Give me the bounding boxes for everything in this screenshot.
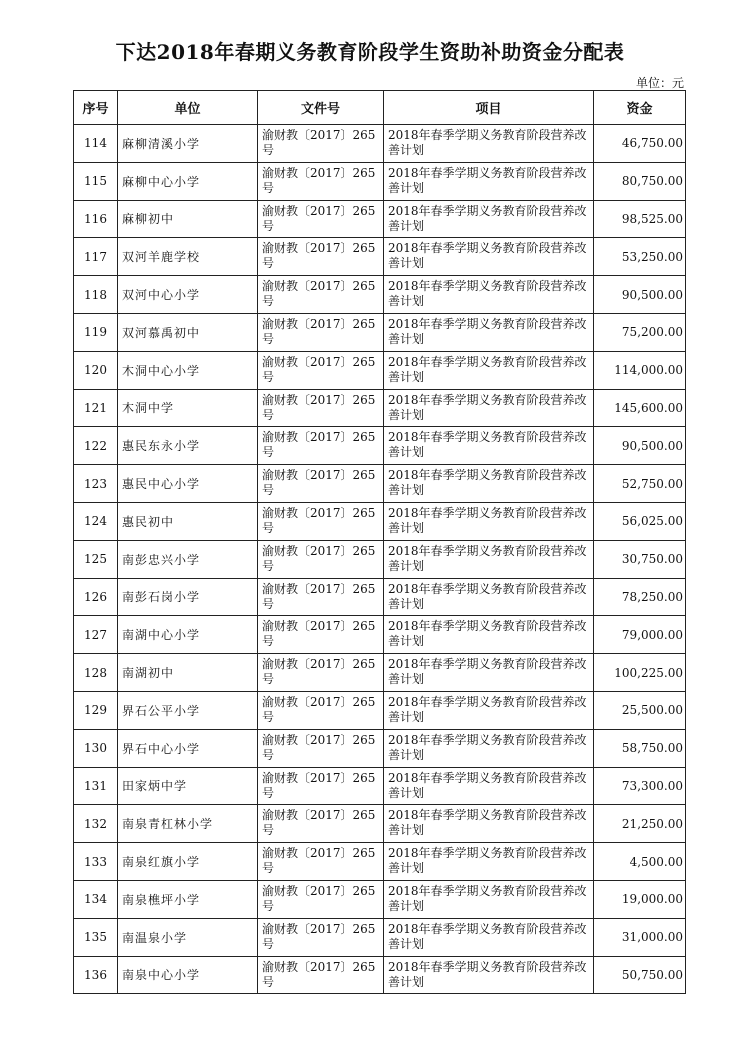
table-row — [74, 162, 686, 200]
row-seq: 122 — [74, 427, 118, 465]
row-unit: 南泉中心小学 — [118, 956, 258, 994]
row-unit: 惠民初中 — [118, 502, 258, 540]
row-unit: 木洞中心小学 — [118, 351, 258, 389]
header-doc: 文件号 — [258, 91, 384, 125]
table-body — [74, 125, 686, 994]
row-amount: 21,250.00 — [594, 805, 686, 843]
row-doc: 渝财教〔2017〕265号 — [258, 502, 384, 540]
row-project: 2018年春季学期义务教育阶段营养改善计划 — [384, 465, 594, 503]
table-header-row — [74, 91, 686, 125]
row-unit: 南彭石岗小学 — [118, 578, 258, 616]
table-row — [74, 616, 686, 654]
row-amount: 56,025.00 — [594, 502, 686, 540]
row-amount: 30,750.00 — [594, 540, 686, 578]
table-row — [74, 654, 686, 692]
row-project: 2018年春季学期义务教育阶段营养改善计划 — [384, 313, 594, 351]
row-project: 2018年春季学期义务教育阶段营养改善计划 — [384, 616, 594, 654]
table-row — [74, 125, 686, 163]
row-project: 2018年春季学期义务教育阶段营养改善计划 — [384, 767, 594, 805]
row-doc: 渝财教〔2017〕265号 — [258, 540, 384, 578]
row-unit: 惠民中心小学 — [118, 465, 258, 503]
row-unit: 南泉红旗小学 — [118, 843, 258, 881]
row-seq: 134 — [74, 880, 118, 918]
table-row — [74, 351, 686, 389]
table-row — [74, 427, 686, 465]
row-seq: 121 — [74, 389, 118, 427]
row-project: 2018年春季学期义务教育阶段营养改善计划 — [384, 351, 594, 389]
row-unit: 木洞中学 — [118, 389, 258, 427]
row-doc: 渝财教〔2017〕265号 — [258, 918, 384, 956]
table-row — [74, 843, 686, 881]
table-row — [74, 200, 686, 238]
table-row — [74, 767, 686, 805]
row-seq: 123 — [74, 465, 118, 503]
row-amount: 75,200.00 — [594, 313, 686, 351]
row-unit: 南泉青杠林小学 — [118, 805, 258, 843]
row-seq: 116 — [74, 200, 118, 238]
row-doc: 渝财教〔2017〕265号 — [258, 465, 384, 503]
unit-label: 单位：元 — [635, 76, 684, 90]
row-project: 2018年春季学期义务教育阶段营养改善计划 — [384, 691, 594, 729]
row-amount: 98,525.00 — [594, 200, 686, 238]
table-row — [74, 238, 686, 276]
header-seq: 序号 — [74, 91, 118, 125]
row-unit: 麻柳初中 — [118, 200, 258, 238]
table-row — [74, 918, 686, 956]
table-row — [74, 276, 686, 314]
row-doc: 渝财教〔2017〕265号 — [258, 351, 384, 389]
row-doc: 渝财教〔2017〕265号 — [258, 313, 384, 351]
row-seq: 127 — [74, 616, 118, 654]
table-row — [74, 805, 686, 843]
row-unit: 南湖初中 — [118, 654, 258, 692]
row-amount: 90,500.00 — [594, 427, 686, 465]
row-project: 2018年春季学期义务教育阶段营养改善计划 — [384, 389, 594, 427]
row-doc: 渝财教〔2017〕265号 — [258, 427, 384, 465]
header-unit: 单位 — [118, 91, 258, 125]
row-amount: 31,000.00 — [594, 918, 686, 956]
row-project: 2018年春季学期义务教育阶段营养改善计划 — [384, 654, 594, 692]
row-unit: 双河中心小学 — [118, 276, 258, 314]
table-row — [74, 540, 686, 578]
row-seq: 128 — [74, 654, 118, 692]
row-amount: 25,500.00 — [594, 691, 686, 729]
row-seq: 115 — [74, 162, 118, 200]
row-project: 2018年春季学期义务教育阶段营养改善计划 — [384, 276, 594, 314]
row-amount: 79,000.00 — [594, 616, 686, 654]
row-seq: 124 — [74, 502, 118, 540]
row-seq: 126 — [74, 578, 118, 616]
row-unit: 南温泉小学 — [118, 918, 258, 956]
row-seq: 125 — [74, 540, 118, 578]
row-project: 2018年春季学期义务教育阶段营养改善计划 — [384, 956, 594, 994]
row-doc: 渝财教〔2017〕265号 — [258, 956, 384, 994]
row-unit: 惠民东永小学 — [118, 427, 258, 465]
row-seq: 131 — [74, 767, 118, 805]
row-amount: 80,750.00 — [594, 162, 686, 200]
row-doc: 渝财教〔2017〕265号 — [258, 843, 384, 881]
row-doc: 渝财教〔2017〕265号 — [258, 200, 384, 238]
row-seq: 135 — [74, 918, 118, 956]
table-row — [74, 729, 686, 767]
row-doc: 渝财教〔2017〕265号 — [258, 578, 384, 616]
row-doc: 渝财教〔2017〕265号 — [258, 654, 384, 692]
row-project: 2018年春季学期义务教育阶段营养改善计划 — [384, 880, 594, 918]
row-doc: 渝财教〔2017〕265号 — [258, 162, 384, 200]
row-project: 2018年春季学期义务教育阶段营养改善计划 — [384, 729, 594, 767]
row-seq: 114 — [74, 125, 118, 163]
row-project: 2018年春季学期义务教育阶段营养改善计划 — [384, 540, 594, 578]
table-row — [74, 502, 686, 540]
row-seq: 119 — [74, 313, 118, 351]
row-doc: 渝财教〔2017〕265号 — [258, 691, 384, 729]
row-project: 2018年春季学期义务教育阶段营养改善计划 — [384, 238, 594, 276]
row-seq: 133 — [74, 843, 118, 881]
row-doc: 渝财教〔2017〕265号 — [258, 729, 384, 767]
row-project: 2018年春季学期义务教育阶段营养改善计划 — [384, 125, 594, 163]
row-amount: 90,500.00 — [594, 276, 686, 314]
table-row — [74, 956, 686, 994]
row-amount: 52,750.00 — [594, 465, 686, 503]
row-doc: 渝财教〔2017〕265号 — [258, 616, 384, 654]
row-amount: 78,250.00 — [594, 578, 686, 616]
row-seq: 118 — [74, 276, 118, 314]
row-doc: 渝财教〔2017〕265号 — [258, 276, 384, 314]
row-unit: 南湖中心小学 — [118, 616, 258, 654]
row-project: 2018年春季学期义务教育阶段营养改善计划 — [384, 843, 594, 881]
row-amount: 145,600.00 — [594, 389, 686, 427]
row-unit: 田家炳中学 — [118, 767, 258, 805]
row-amount: 53,250.00 — [594, 238, 686, 276]
row-seq: 120 — [74, 351, 118, 389]
row-project: 2018年春季学期义务教育阶段营养改善计划 — [384, 578, 594, 616]
row-doc: 渝财教〔2017〕265号 — [258, 767, 384, 805]
row-amount: 100,225.00 — [594, 654, 686, 692]
row-doc: 渝财教〔2017〕265号 — [258, 238, 384, 276]
row-amount: 73,300.00 — [594, 767, 686, 805]
row-project: 2018年春季学期义务教育阶段营养改善计划 — [384, 502, 594, 540]
row-doc: 渝财教〔2017〕265号 — [258, 125, 384, 163]
row-unit: 双河羊鹿学校 — [118, 238, 258, 276]
row-project: 2018年春季学期义务教育阶段营养改善计划 — [384, 918, 594, 956]
row-amount: 4,500.00 — [594, 843, 686, 881]
row-seq: 117 — [74, 238, 118, 276]
row-amount: 58,750.00 — [594, 729, 686, 767]
row-amount: 50,750.00 — [594, 956, 686, 994]
row-unit: 南彭忠兴小学 — [118, 540, 258, 578]
row-unit: 界石公平小学 — [118, 691, 258, 729]
row-unit: 麻柳中心小学 — [118, 162, 258, 200]
header-project: 项目 — [384, 91, 594, 125]
table-row — [74, 389, 686, 427]
row-project: 2018年春季学期义务教育阶段营养改善计划 — [384, 805, 594, 843]
row-seq: 136 — [74, 956, 118, 994]
row-unit: 麻柳清溪小学 — [118, 125, 258, 163]
table-row — [74, 313, 686, 351]
row-project: 2018年春季学期义务教育阶段营养改善计划 — [384, 162, 594, 200]
table-row — [74, 465, 686, 503]
row-project: 2018年春季学期义务教育阶段营养改善计划 — [384, 200, 594, 238]
row-doc: 渝财教〔2017〕265号 — [258, 880, 384, 918]
table-row — [74, 578, 686, 616]
header-amount: 资金 — [594, 91, 686, 125]
row-amount: 46,750.00 — [594, 125, 686, 163]
row-unit: 界石中心小学 — [118, 729, 258, 767]
table-row — [74, 880, 686, 918]
document-title: 下达2018年春期义务教育阶段学生资助补助资金分配表 — [115, 40, 625, 64]
table-row — [74, 691, 686, 729]
row-amount: 114,000.00 — [594, 351, 686, 389]
row-seq: 129 — [74, 691, 118, 729]
row-unit: 南泉樵坪小学 — [118, 880, 258, 918]
allocation-table — [73, 90, 686, 994]
row-unit: 双河慕禹初中 — [118, 313, 258, 351]
row-doc: 渝财教〔2017〕265号 — [258, 389, 384, 427]
row-doc: 渝财教〔2017〕265号 — [258, 805, 384, 843]
row-project: 2018年春季学期义务教育阶段营养改善计划 — [384, 427, 594, 465]
row-seq: 130 — [74, 729, 118, 767]
row-amount: 19,000.00 — [594, 880, 686, 918]
row-seq: 132 — [74, 805, 118, 843]
